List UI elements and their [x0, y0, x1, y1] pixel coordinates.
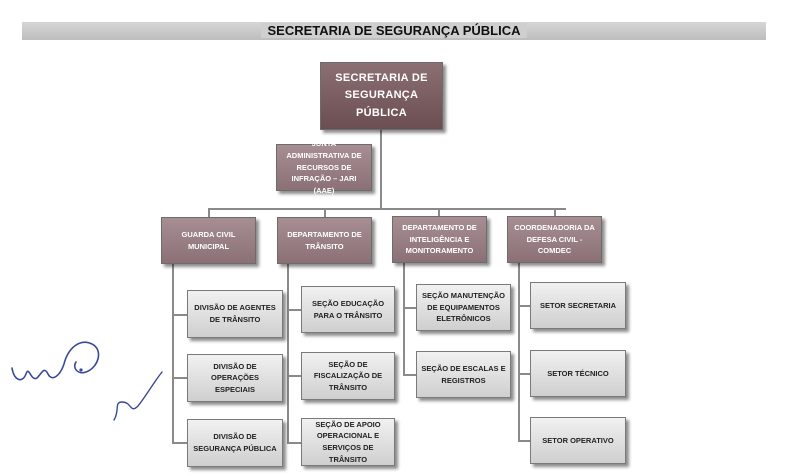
department-node-guarda-civil: [161, 217, 256, 264]
unit-node: [530, 282, 626, 329]
department-node-transito: [277, 217, 372, 264]
unit-node: [416, 284, 511, 331]
connector-col3-unit2: [403, 374, 416, 376]
root-node: [320, 62, 443, 130]
connector-col2-unit1: [287, 309, 301, 311]
unit-node-label: SEÇÃO DE FISCALIZAÇÃO DE TRÂNSITO: [313, 359, 383, 392]
unit-node-label: SEÇÃO MANUTENÇÃO DE EQUIPAMENTOS ELETRÔNICOS: [422, 291, 505, 324]
connector-col3-spine: [403, 263, 405, 376]
connector-col2-unit2: [287, 375, 301, 377]
department-node-label: DEPARTAMENTO DE TRÂNSITO: [287, 229, 362, 251]
unit-node: [530, 417, 626, 464]
unit-node-label: SETOR TÉCNICO: [547, 368, 609, 378]
unit-node-label: SEÇÃO DE ESCALAS E REGISTROS: [421, 363, 506, 385]
unit-node-label: SEÇÃO EDUCAÇÃO PARA O TRÂNSITO: [311, 298, 385, 320]
connector-dept-bar: [208, 208, 566, 210]
connector-col4-unit1: [518, 305, 530, 307]
advisory-node-label: JUNTA ADMINISTRATIVA DE RECURSOS DE INFRAÇÃO – JARI (AAE): [286, 139, 362, 195]
page-title: SECRETARIA DE SEGURANÇA PÚBLICA: [22, 22, 766, 40]
unit-node-label: SETOR SECRETARIA: [540, 300, 616, 310]
connector-col1-unit1: [172, 314, 187, 316]
connector-dept-1: [208, 208, 210, 217]
department-node-inteligencia: [392, 216, 487, 263]
connector-col1-unit3: [172, 442, 187, 444]
unit-node: [301, 352, 395, 400]
unit-node: [530, 350, 626, 397]
unit-node: [301, 418, 395, 466]
department-node-label: COORDENADORIA DA DEFESA CIVIL - COMDEC: [514, 223, 595, 256]
department-node-label: GUARDA CIVIL MUNICIPAL: [181, 229, 236, 251]
connector-col3-unit1: [403, 307, 416, 309]
unit-node: [301, 286, 395, 333]
handwritten-signature: [2, 318, 177, 428]
connector-dept-2: [324, 208, 326, 217]
unit-node-label: SETOR OPERATIVO: [542, 435, 614, 445]
unit-node: [416, 351, 511, 398]
unit-node-label: DIVISÃO DE OPERAÇÕES ESPECIAIS: [211, 361, 259, 394]
advisory-node: [276, 139, 372, 195]
unit-node: [187, 419, 283, 467]
connector-col4-spine: [518, 263, 520, 441]
unit-node-label: DIVISÃO DE SEGURANÇA PÚBLICA: [193, 432, 277, 453]
department-node-label: DEPARTAMENTO DE INTELIGÊNCIA E MONITORAMENTO: [402, 223, 477, 256]
unit-node-label: DIVISÃO DE AGENTES DE TRÂNSITO: [194, 303, 276, 324]
unit-node-label: SEÇÃO DE APOIO OPERACIONAL E SERVIÇOS DE TRÂNSITO: [315, 419, 381, 464]
connector-col4-unit2: [518, 373, 530, 375]
department-node-defesa-civil: [507, 216, 602, 263]
connector-root-trunk: [380, 130, 382, 210]
connector-col2-unit3: [287, 442, 301, 444]
root-node-label: SECRETARIA DE SEGURANÇA PÚBLICA: [335, 72, 428, 119]
unit-node: [187, 354, 283, 402]
connector-col2-spine: [287, 264, 289, 444]
unit-node: [187, 290, 283, 338]
connector-col4-unit3: [518, 440, 530, 442]
title-banner: [22, 22, 766, 40]
